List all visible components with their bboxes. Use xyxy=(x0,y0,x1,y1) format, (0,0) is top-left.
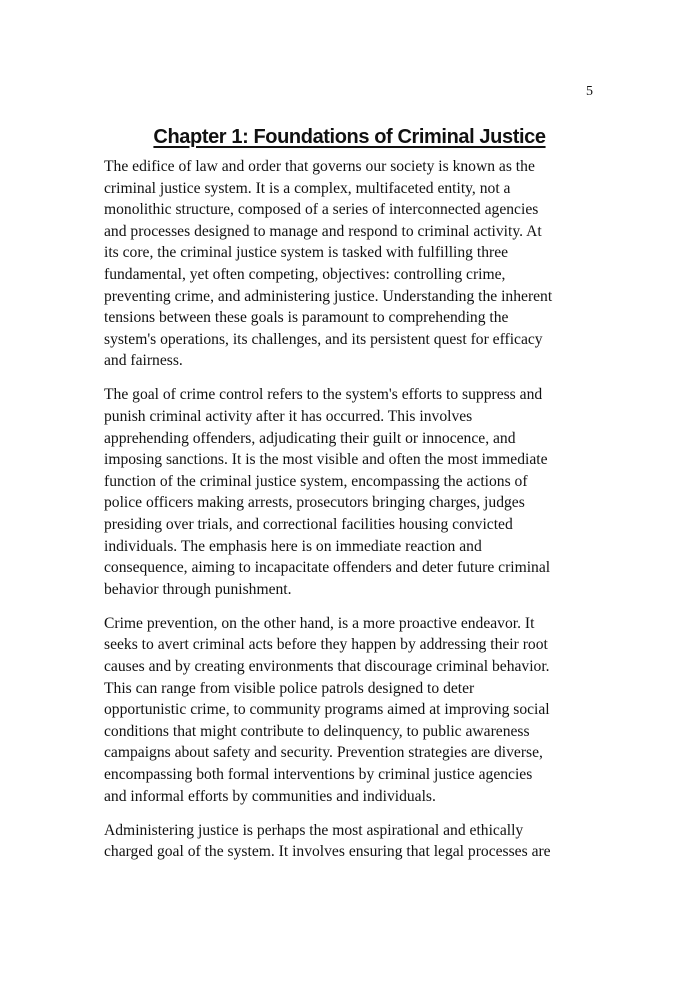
text-line: Crime prevention, on the other hand, is a more proactive endeavor. It xyxy=(104,614,535,632)
text-line: imposing sanctions. It is the most visible and often the most immediate xyxy=(104,451,548,469)
paragraph xyxy=(104,613,604,807)
chapter-title: Chapter 1: Foundations of Criminal Justice xyxy=(153,126,546,148)
paragraph xyxy=(104,156,604,372)
text-line: charged goal of the system. It involves ensuring that legal processes are xyxy=(104,843,551,861)
text-line: apprehending offenders, adjudicating their guilt or innocence, and xyxy=(104,429,516,447)
text-line: function of the criminal justice system, encompassing the actions of xyxy=(104,472,528,490)
text-line: individuals. The emphasis here is on immediate reaction and xyxy=(104,537,482,555)
text-line: tensions between these goals is paramount to comprehending the xyxy=(104,309,509,327)
text-line: consequence, aiming to incapacitate offenders and deter future criminal xyxy=(104,559,551,577)
text-line: fundamental, yet often competing, objectives: controlling crime, xyxy=(104,265,506,283)
text-line: punish criminal activity after it has occurred. This involves xyxy=(104,408,473,426)
text-line: its core, the criminal justice system is tasked with fulfilling three xyxy=(104,244,509,262)
text-line: and processes designed to manage and respond to criminal activity. At xyxy=(104,222,542,240)
text-line: causes and by creating environments that discourage criminal behavior. xyxy=(104,658,550,676)
text-line: system's operations, its challenges, and its persistent quest for efficacy xyxy=(104,330,543,348)
text-line: conditions that might contribute to delinquency, to public awareness xyxy=(104,722,530,740)
text-line: opportunistic crime, to community programs aimed at improving social xyxy=(104,701,550,719)
page-number: 5 xyxy=(586,84,593,99)
text-line: campaigns about safety and security. Prevention strategies are diverse, xyxy=(104,744,543,762)
paragraph xyxy=(104,384,604,600)
text-line: Administering justice is perhaps the most aspirational and ethically xyxy=(104,821,524,839)
paragraph xyxy=(104,820,604,863)
document-body xyxy=(104,156,604,875)
text-line: encompassing both formal interventions by criminal justice agencies xyxy=(104,766,533,784)
text-line: behavior through punishment. xyxy=(104,580,292,598)
text-line: presiding over trials, and correctional facilities housing convicted xyxy=(104,516,513,533)
text-line: criminal justice system. It is a complex, multifaceted entity, not a xyxy=(104,179,511,197)
text-line: seeks to avert criminal acts before they happen by addressing their root xyxy=(104,636,548,654)
text-line: preventing crime, and administering justice. Understanding the inherent xyxy=(104,287,553,305)
text-line: The edifice of law and order that governs our society is known as the xyxy=(104,158,535,175)
text-line: This can range from visible police patrols designed to deter xyxy=(104,679,475,697)
text-line: police officers making arrests, prosecutors bringing charges, judges xyxy=(104,494,525,512)
text-line: The goal of crime control refers to the system's efforts to suppress and xyxy=(104,386,543,404)
text-line: monolithic structure, composed of a series of interconnected agencies xyxy=(104,201,539,219)
text-line: and informal efforts by communities and individuals. xyxy=(104,787,436,805)
text-line: and fairness. xyxy=(104,352,183,370)
